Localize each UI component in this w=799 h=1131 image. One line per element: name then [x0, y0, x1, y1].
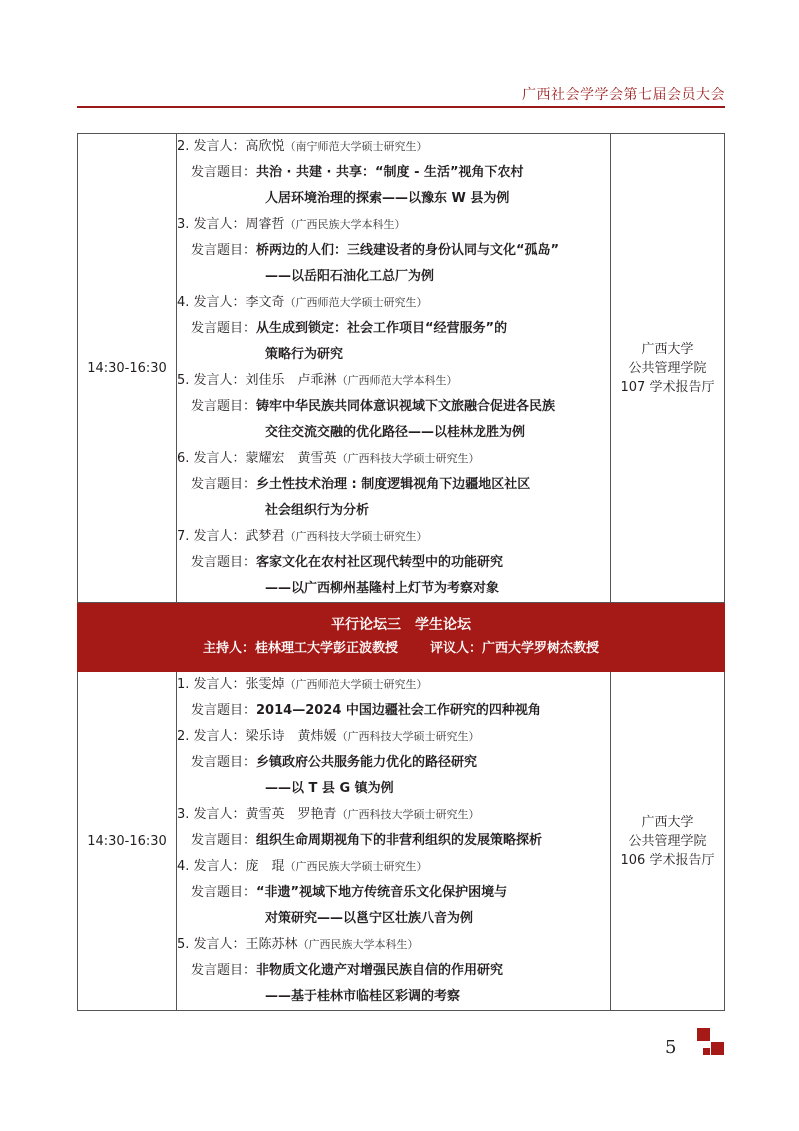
speaker-label: 2. 发言人：: [177, 139, 246, 154]
speaker-label: 7. 发言人：: [177, 529, 246, 544]
talk-title-continued: 策略行为研究: [265, 347, 344, 362]
talk-title-label: 发言题目：: [191, 165, 257, 180]
speaker-label: 6. 发言人：: [177, 451, 246, 466]
venue-line: 107 学术报告厅: [620, 379, 715, 395]
speaker-name: 庞 琨: [245, 859, 285, 874]
talk-title-line: [177, 160, 610, 186]
talk-title-continued: ——基于桂林市临桂区彩调的考察: [265, 989, 461, 1004]
forum-title: 平行论坛三 学生论坛: [331, 617, 471, 633]
speaker-name: 张雯焯: [245, 677, 285, 692]
speaker-label: 4. 发言人：: [177, 295, 246, 310]
venue-line: 广西大学: [641, 341, 694, 357]
speaker-line: [177, 524, 610, 550]
talk-title-label: 发言题目：: [191, 703, 257, 718]
speaker-label: 3. 发言人：: [177, 807, 246, 822]
talk-title: 乡土性技术治理 : 制度逻辑视角下边疆地区社区: [256, 477, 531, 492]
speaker-label: 3. 发言人：: [177, 217, 246, 232]
speaker-affiliation: （南宁师范大学硕士研究生）: [284, 140, 428, 153]
talk-title-continued: 人居环境治理的探索——以豫东 W 县为例: [265, 191, 510, 206]
speaker-name: 王陈苏林: [245, 937, 298, 952]
venue-line: 广西大学: [641, 814, 694, 830]
speaker-affiliation: （广西科技大学硕士研究生）: [336, 452, 480, 465]
speaker-name: 周睿哲: [245, 217, 285, 232]
speaker-label: 5. 发言人：: [177, 937, 246, 952]
talk-title: “非遗”视域下地方传统音乐文化保护困境与: [256, 885, 508, 900]
talk-title-continued: ——以岳阳石油化工总厂为例: [265, 269, 435, 284]
talk-title-line: [177, 238, 610, 264]
venue-cell: [611, 134, 725, 603]
corner-square-2: [711, 1042, 724, 1055]
talk-title: 铸牢中华民族共同体意识视域下文旅融合促进各民族: [256, 399, 556, 414]
speaker-affiliation: （广西师范大学硕士研究生）: [284, 678, 428, 691]
venue-line: 公共管理学院: [628, 360, 707, 376]
talk-title: 乡镇政府公共服务能力优化的路径研究: [256, 755, 478, 770]
talk-title: 从生成到锁定：社会工作项目“经营服务”的: [256, 321, 508, 336]
speaker-name: 高欣悦: [245, 139, 285, 154]
talk-title-label: 发言题目：: [191, 477, 257, 492]
speaker-affiliation: （广西师范大学硕士研究生）: [284, 296, 428, 309]
talk-title: 客家文化在农村社区现代转型中的功能研究: [256, 555, 504, 570]
speaker-name: 武梦君: [245, 529, 285, 544]
speaker-line: [177, 932, 610, 958]
talk-title: 桥两边的人们：三线建设者的身份认同与文化“孤岛”: [256, 243, 560, 258]
talk-title-label: 发言题目：: [191, 399, 257, 414]
corner-square-3: [703, 1048, 710, 1055]
forum-hosts: [78, 637, 724, 661]
header-rule: [77, 106, 725, 108]
speaker-label: 1. 发言人：: [177, 677, 246, 692]
forum-host: 主持人：桂林理工大学彭正波教授: [202, 641, 398, 656]
talk-title: 非物质文化遗产对增强民族自信的作用研究: [256, 963, 504, 978]
session-row-2: [78, 672, 725, 1011]
speaker-affiliation: （广西科技大学硕士研究生）: [336, 808, 480, 821]
page-number: 5: [665, 1037, 677, 1058]
speaker-label: 2. 发言人：: [177, 729, 246, 744]
speaker-line: [177, 290, 610, 316]
talk-title-line: [177, 828, 610, 854]
talk-title-continued: ——以 T 县 G 镇为例: [265, 781, 394, 796]
speaker-name: 黄雪英 罗艳青: [245, 807, 337, 822]
speaker-line: [177, 854, 610, 880]
venue-line: 106 学术报告厅: [620, 852, 715, 868]
talk-title-line: [177, 550, 610, 576]
speaker-affiliation: （广西民族大学本科生）: [284, 218, 406, 231]
speaker-label: 4. 发言人：: [177, 859, 246, 874]
speaker-list: [177, 134, 611, 603]
talk-title-line: [177, 750, 610, 776]
speaker-line: [177, 134, 610, 160]
speaker-affiliation: （广西民族大学本科生）: [297, 938, 419, 951]
talk-title-line: [177, 698, 610, 724]
talk-title-label: 发言题目：: [191, 833, 257, 848]
speaker-affiliation: （广西民族大学硕士研究生）: [284, 860, 428, 873]
talk-title: 共治 · 共建 · 共享：“制度 - 生活”视角下农村: [256, 165, 524, 180]
speaker-affiliation: （广西科技大学硕士研究生）: [284, 530, 428, 543]
speaker-affiliation: （广西师范大学本科生）: [336, 374, 458, 387]
talk-title-label: 发言题目：: [191, 885, 257, 900]
talk-title-label: 发言题目：: [191, 963, 257, 978]
header-title: 广西社会学学会第七届会员大会: [522, 87, 725, 103]
talk-title-label: 发言题目：: [191, 755, 257, 770]
talk-title-label: 发言题目：: [191, 555, 257, 570]
session-time: 14:30-16:30: [78, 672, 177, 1011]
session-time: 14:30-16:30: [78, 134, 177, 603]
talk-title-continued: ——以广西柳州基隆村上灯节为考察对象: [265, 581, 500, 596]
speaker-affiliation: （广西科技大学硕士研究生）: [336, 730, 480, 743]
speaker-name: 梁乐诗 黄炜媛: [245, 729, 337, 744]
forum-banner: [78, 603, 725, 672]
speaker-line: [177, 212, 610, 238]
talk-title-label: 发言题目：: [191, 321, 257, 336]
speaker-name: 刘佳乐 卢乖淋: [245, 373, 337, 388]
speaker-line: [177, 724, 610, 750]
venue-line: 公共管理学院: [628, 833, 707, 849]
speaker-line: [177, 446, 610, 472]
speaker-line: [177, 672, 610, 698]
talk-title-continued: 社会组织行为分析: [265, 503, 370, 518]
venue-cell: [611, 672, 725, 1011]
talk-title: 2014—2024 中国边疆社会工作研究的四种视角: [256, 703, 541, 718]
talk-title-line: [177, 394, 610, 420]
speaker-name: 李文奇: [245, 295, 285, 310]
talk-title-line: [177, 958, 610, 984]
forum-reviewer: 评议人：广西大学罗树杰教授: [430, 641, 600, 656]
speaker-name: 蒙耀宏 黄雪英: [245, 451, 337, 466]
talk-title-line: [177, 472, 610, 498]
talk-title-line: [177, 880, 610, 906]
session-row-1: [78, 134, 725, 603]
speaker-line: [177, 802, 610, 828]
schedule-table: [77, 133, 725, 1011]
talk-title-continued: 交往交流交融的优化路径——以桂林龙胜为例: [265, 425, 526, 440]
talk-title-line: [177, 316, 610, 342]
talk-title: 组织生命周期视角下的非营利组织的发展策略探析: [256, 833, 543, 848]
talk-title-label: 发言题目：: [191, 243, 257, 258]
forum-banner-cell: [78, 603, 725, 672]
speaker-list: [177, 672, 611, 1011]
speaker-line: [177, 368, 610, 394]
talk-title-continued: 对策研究——以邕宁区壮族八音为例: [265, 911, 474, 926]
corner-square-1: [697, 1028, 710, 1041]
speaker-label: 5. 发言人：: [177, 373, 246, 388]
